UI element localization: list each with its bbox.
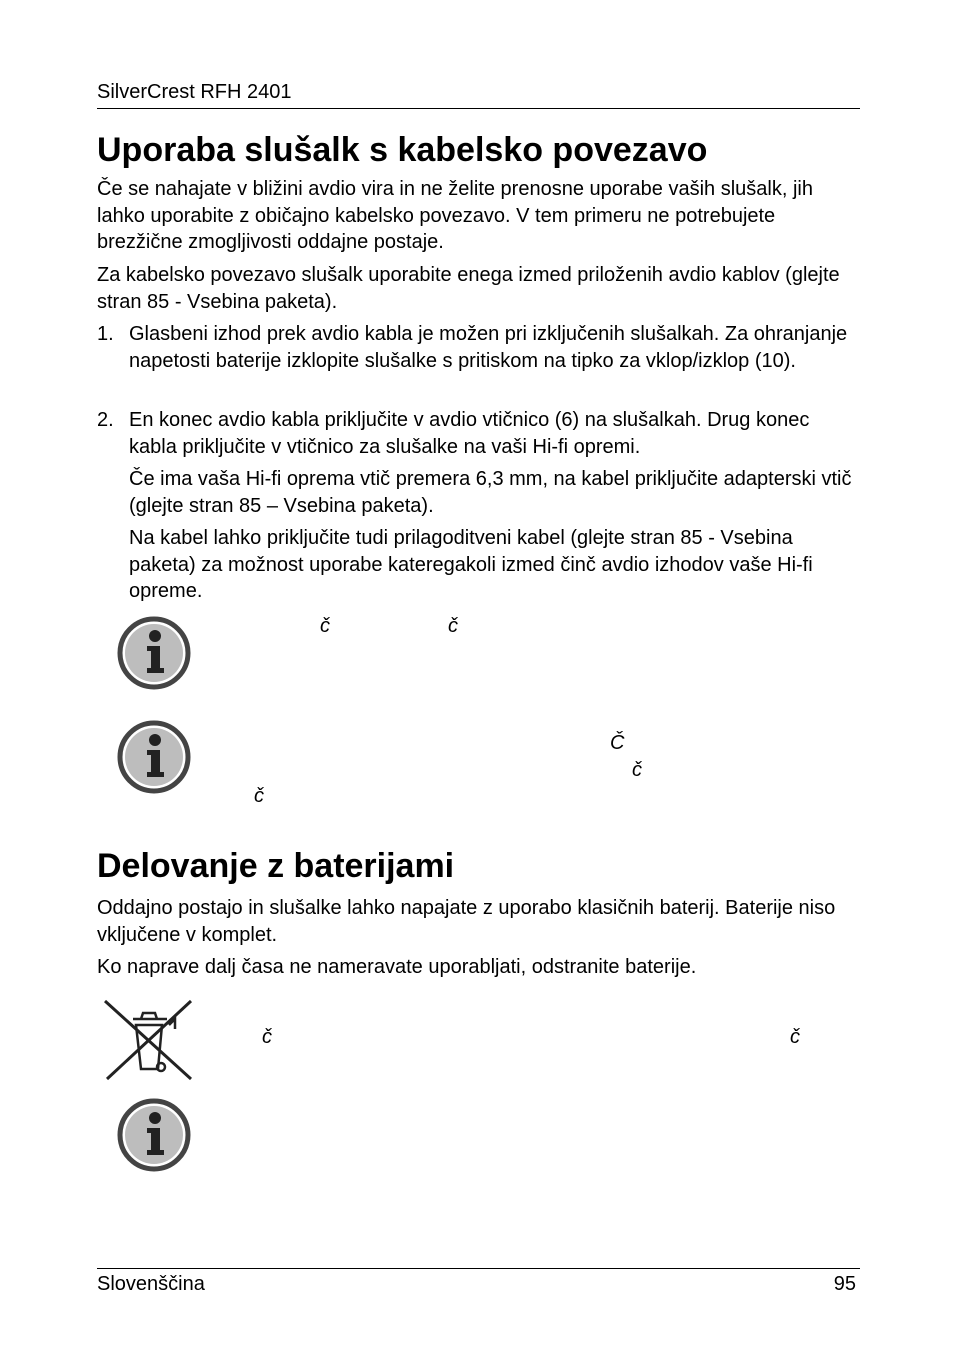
note-fragment: č: [320, 615, 330, 637]
note-fragment: č: [448, 615, 458, 637]
step-number: 1.: [97, 323, 114, 345]
section-heading-batteries: Delovanje z baterijami: [97, 847, 455, 885]
section-heading-wired: Uporaba slušalk s kabelsko povezavo: [97, 131, 708, 169]
step-text: En konec avdio kabla priključite v avdio vtičnico (6) na slušalkah. Drug konec kabla priključite v vtičnico za slušalke na vaši Hi-fi opremi.: [129, 409, 810, 458]
note-fragment: č: [262, 1026, 272, 1048]
step-2-cinch-note: Na kabel lahko priključite tudi prilagoditveni kabel (glejte stran 85 - Vsebina paketa) za možnost uporabe kateregakoli izmed činč avdio izhodov vaše Hi-fi opreme.: [129, 527, 813, 602]
step-2-adapter-note: Če ima vaša Hi-fi oprema vtič premera 6,3 mm, na kabel priključite adapterski vtič (glejte stran 85 – Vsebina paketa).: [129, 468, 852, 517]
note-fragment: č: [254, 785, 264, 807]
paragraph-intro: Če se nahajate v bližini avdio vira in ne želite prenosne uporabe vaših slušalk, jih lahko uporabite z običajno kabelsko povezavo. V tem primeru ne potrebujete brezžične zmogljivosti oddajne postaje.: [97, 178, 813, 253]
paragraph-cable: Za kabelsko povezavo slušalk uporabite enega izmed priloženih avdio kablov (glejte stran 85 - Vsebina paketa).: [97, 264, 840, 313]
header-divider: [97, 108, 860, 109]
header-title: SilverCrest RFH 2401: [97, 81, 292, 103]
page-number: 95: [833, 1273, 856, 1295]
step-number: 2.: [97, 409, 114, 431]
crossed-out-bin-icon: [103, 999, 195, 1083]
footer-language: Slovenščina: [97, 1273, 205, 1295]
info-icon: [117, 1098, 191, 1172]
paragraph-remove-batteries: Ko naprave dalj časa ne nameravate uporabljati, odstranite baterije.: [97, 956, 697, 978]
info-icon: [117, 720, 191, 794]
step-text: Glasbeni izhod prek avdio kabla je možen pri izključenih slušalkah. Za ohranjanje napetosti baterije izklopite slušalke s pritiskom na tipko za vklop/izklop (10).: [129, 323, 848, 372]
note-fragment: č: [790, 1026, 800, 1048]
paragraph-batteries: Oddajno postajo in slušalke lahko napajate z uporabo klasičnih baterij. Baterije niso vključene v komplet.: [97, 897, 836, 946]
note-fragment: č: [632, 759, 642, 781]
footer-divider: [97, 1268, 860, 1269]
note-fragment: Č: [610, 732, 625, 754]
info-icon: [117, 616, 191, 690]
